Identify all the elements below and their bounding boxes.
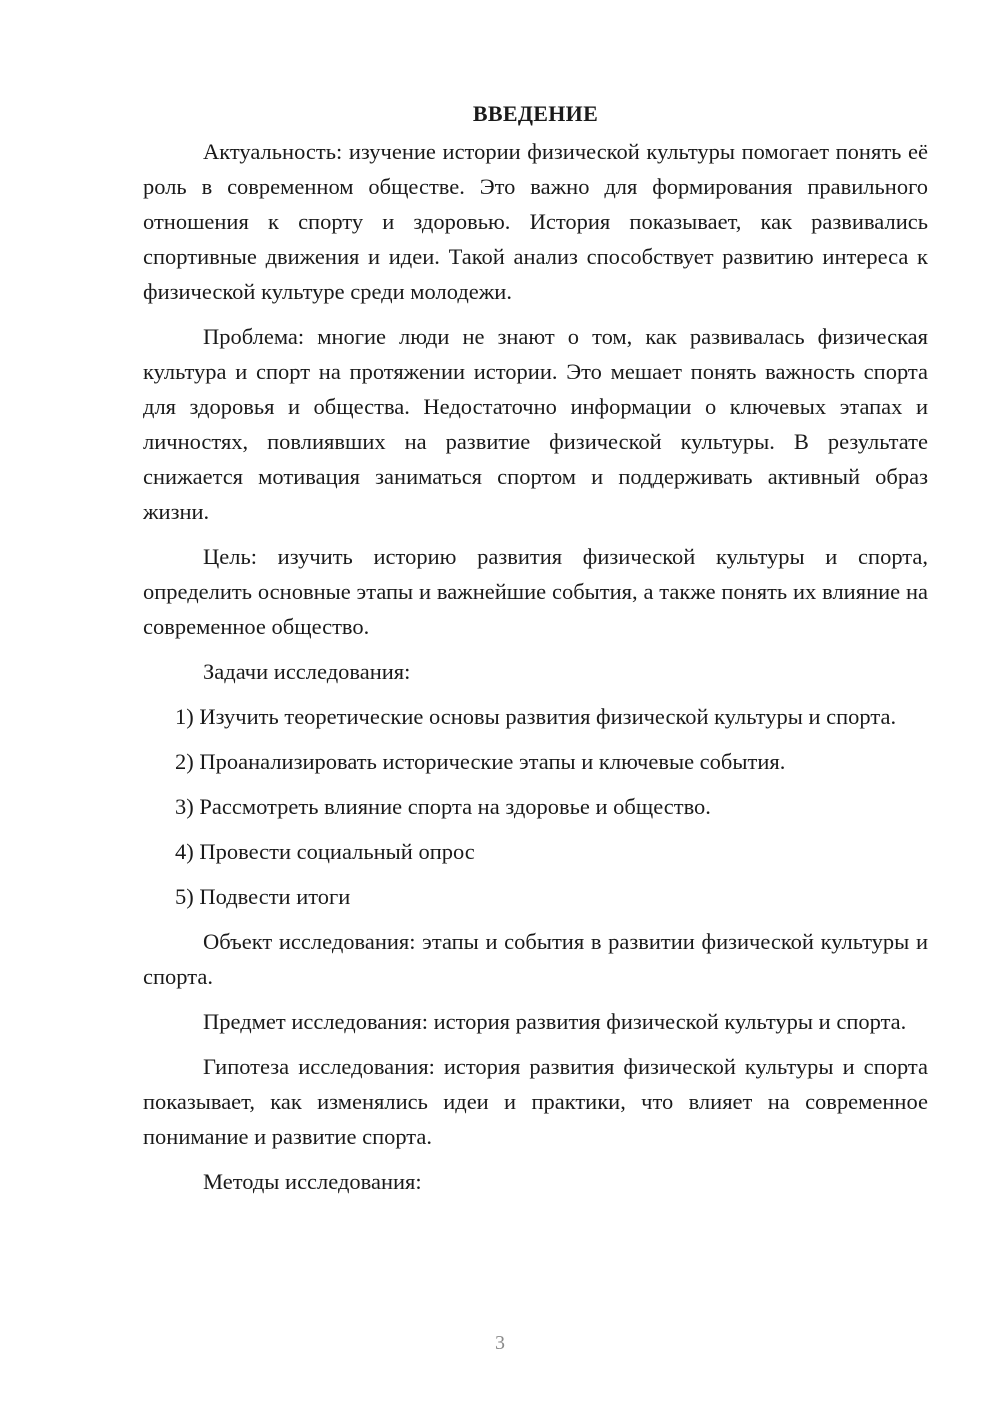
- list-item: 1) Изучить теоретические основы развития физической культуры и спорта.: [175, 704, 897, 729]
- list-item: 2) Проанализировать исторические этапы и ключевые события.: [175, 749, 786, 774]
- paragraph-goal: Цель: изучить историю развития физической культуры и спорта, определить основные этапы и важнейшие события, а также понять их влияние на современное общество.: [143, 544, 928, 639]
- tasks-list: [143, 699, 928, 914]
- paragraph-relevance: Актуальность: изучение истории физической культуры помогает понять её роль в современном обществе. Это важно для формирования правильного отношения к спорту и здоровью. История показывает, как развивались спортивные движения и идеи. Такой анализ способствует развитию интереса к физической культуре среди молодежи.: [143, 139, 928, 304]
- list-item: 3) Рассмотреть влияние спорта на здоровье и общество.: [175, 794, 711, 819]
- paragraph-subject: Предмет исследования: история развития физической культуры и спорта.: [203, 1009, 907, 1034]
- page-content: [143, 96, 928, 1209]
- paragraph-object: Объект исследования: этапы и события в развитии физической культуры и спорта.: [143, 929, 928, 989]
- page-title: ВВЕДЕНИЕ: [472, 101, 599, 126]
- list-item: 4) Провести социальный опрос: [175, 839, 475, 864]
- list-item: 5) Подвести итоги: [175, 884, 351, 909]
- page-number: 3: [495, 1332, 505, 1354]
- methods-heading: Методы исследования:: [203, 1169, 422, 1194]
- paragraph-problem: Проблема: многие люди не знают о том, как развивалась физическая культура и спорт на протяжении истории. Это мешает понять важность спорта для здоровья и общества. Недостаточно информации о ключевых этапах и личностях, повлиявших на развитие физической культуры. В результате снижается мотивация заниматься спортом и поддерживать активный образ жизни.: [143, 324, 928, 524]
- paragraph-hypothesis: Гипотеза исследования: история развития физической культуры и спорта показывает, как изменялись идеи и практики, что влияет на современное понимание и развитие спорта.: [143, 1054, 928, 1149]
- tasks-heading: Задачи исследования:: [203, 659, 411, 684]
